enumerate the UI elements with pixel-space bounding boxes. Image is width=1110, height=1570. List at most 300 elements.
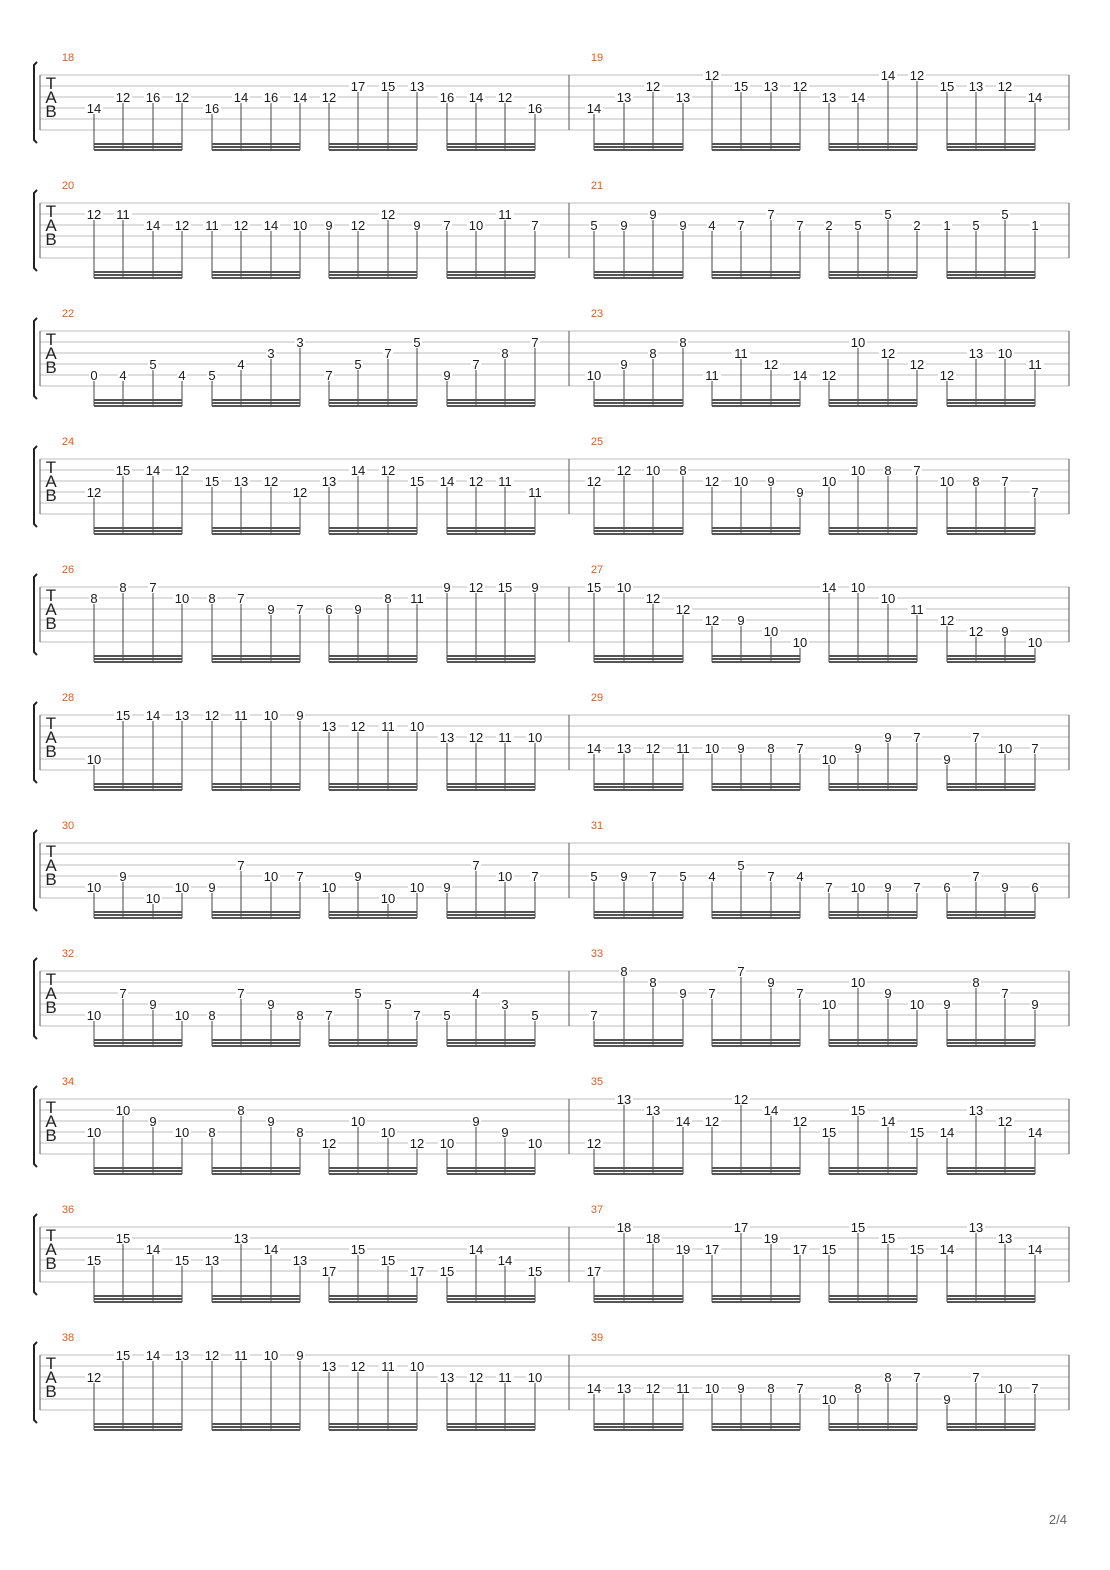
fret-number: 14 bbox=[145, 463, 161, 478]
fret-number: 9 bbox=[325, 218, 333, 233]
fret-number: 12 bbox=[468, 1370, 484, 1385]
fret-number: 12 bbox=[86, 1370, 102, 1385]
fret-number: 9 bbox=[620, 869, 628, 884]
fret-number: 7 bbox=[737, 964, 745, 979]
fret-number: 9 bbox=[1001, 880, 1009, 895]
fret-number: 5 bbox=[884, 207, 892, 222]
fret-number: 13 bbox=[233, 1231, 249, 1246]
fret-number: 12 bbox=[292, 485, 308, 500]
fret-number: 8 bbox=[972, 474, 980, 489]
fret-number: 13 bbox=[675, 90, 691, 105]
fret-number: 17 bbox=[586, 1264, 602, 1279]
fret-number: 9 bbox=[767, 474, 775, 489]
tab-clef-letter: T bbox=[45, 74, 57, 93]
fret-number: 13 bbox=[439, 1370, 455, 1385]
fret-number: 8 bbox=[296, 1125, 304, 1140]
fret-number: 6 bbox=[1031, 880, 1039, 895]
tab-clef-letter: T bbox=[45, 202, 57, 221]
fret-number: 9 bbox=[884, 880, 892, 895]
fret-number: 16 bbox=[263, 90, 279, 105]
system-bracket bbox=[34, 702, 37, 783]
fret-number: 8 bbox=[119, 580, 127, 595]
fret-number: 10 bbox=[792, 635, 808, 650]
fret-number: 14 bbox=[439, 474, 455, 489]
fret-number: 14 bbox=[586, 1381, 602, 1396]
fret-number: 1 bbox=[943, 218, 951, 233]
fret-number: 12 bbox=[174, 90, 190, 105]
fret-number: 14 bbox=[86, 101, 102, 116]
fret-number: 12 bbox=[645, 741, 661, 756]
fret-number: 10 bbox=[380, 891, 396, 906]
tab-clef-letter: B bbox=[45, 486, 57, 505]
fret-number: 8 bbox=[90, 591, 98, 606]
fret-number: 5 bbox=[354, 986, 362, 1001]
fret-number: 10 bbox=[821, 752, 837, 767]
fret-number: 15 bbox=[733, 79, 749, 94]
system-bracket bbox=[34, 446, 37, 527]
tab-clef-letter: B bbox=[45, 1254, 57, 1273]
fret-number: 10 bbox=[263, 1348, 279, 1363]
fret-number: 13 bbox=[968, 1220, 984, 1235]
fret-number: 12 bbox=[792, 1114, 808, 1129]
fret-number: 10 bbox=[850, 580, 866, 595]
fret-number: 9 bbox=[354, 602, 362, 617]
fret-number: 10 bbox=[380, 1125, 396, 1140]
fret-number: 8 bbox=[620, 964, 628, 979]
fret-number: 10 bbox=[586, 368, 602, 383]
fret-number: 3 bbox=[296, 335, 304, 350]
measure-number: 25 bbox=[590, 436, 604, 448]
fret-number: 14 bbox=[233, 90, 249, 105]
fret-number: 8 bbox=[208, 591, 216, 606]
fret-number: 7 bbox=[972, 869, 980, 884]
fret-number: 4 bbox=[796, 869, 804, 884]
measure-number: 23 bbox=[590, 308, 604, 320]
fret-number: 18 bbox=[645, 1231, 661, 1246]
fret-number: 10 bbox=[997, 346, 1013, 361]
fret-number: 15 bbox=[909, 1125, 925, 1140]
fret-number: 9 bbox=[884, 730, 892, 745]
fret-number: 9 bbox=[767, 975, 775, 990]
fret-number: 9 bbox=[854, 741, 862, 756]
fret-number: 5 bbox=[208, 368, 216, 383]
tab-clef-letter: A bbox=[45, 728, 57, 747]
fret-number: 10 bbox=[850, 463, 866, 478]
fret-number: 11 bbox=[910, 602, 924, 617]
fret-number: 7 bbox=[472, 858, 480, 873]
fret-number: 9 bbox=[943, 997, 951, 1012]
fret-number: 13 bbox=[645, 1103, 661, 1118]
fret-number: 9 bbox=[737, 613, 745, 628]
tab-clef-letter: A bbox=[45, 216, 57, 235]
measure-number: 30 bbox=[61, 820, 75, 832]
fret-number: 9 bbox=[149, 1114, 157, 1129]
tab-clef-letter: B bbox=[45, 870, 57, 889]
fret-number: 8 bbox=[679, 463, 687, 478]
fret-number: 15 bbox=[909, 1242, 925, 1257]
fret-number: 13 bbox=[616, 1381, 632, 1396]
fret-number: 14 bbox=[763, 1103, 779, 1118]
fret-number: 14 bbox=[792, 368, 808, 383]
fret-number: 5 bbox=[590, 218, 598, 233]
tab-clef-letter: A bbox=[45, 1240, 57, 1259]
fret-number: 13 bbox=[409, 79, 425, 94]
fret-number: 10 bbox=[497, 869, 513, 884]
tab-clef-letter: B bbox=[45, 614, 57, 633]
fret-number: 7 bbox=[1001, 986, 1009, 1001]
fret-number: 15 bbox=[527, 1264, 543, 1279]
fret-number: 5 bbox=[1001, 207, 1009, 222]
fret-number: 12 bbox=[350, 218, 366, 233]
fret-number: 13 bbox=[292, 1253, 308, 1268]
fret-number: 11 bbox=[734, 346, 748, 361]
tab-clef-letter: A bbox=[45, 1112, 57, 1131]
fret-number: 11 bbox=[705, 368, 719, 383]
fret-number: 2 bbox=[913, 218, 921, 233]
fret-number: 13 bbox=[616, 1092, 632, 1107]
fret-number: 7 bbox=[590, 1008, 598, 1023]
fret-number: 10 bbox=[174, 591, 190, 606]
tab-clef-letter: T bbox=[45, 330, 57, 349]
fret-number: 15 bbox=[174, 1253, 190, 1268]
fret-number: 9 bbox=[531, 580, 539, 595]
fret-number: 9 bbox=[443, 880, 451, 895]
fret-number: 7 bbox=[913, 463, 921, 478]
fret-number: 9 bbox=[267, 602, 275, 617]
fret-number: 7 bbox=[119, 986, 127, 1001]
tab-clef-letter: A bbox=[45, 984, 57, 1003]
fret-number: 15 bbox=[880, 1231, 896, 1246]
fret-number: 10 bbox=[880, 591, 896, 606]
fret-number: 11 bbox=[234, 1348, 248, 1363]
fret-number: 10 bbox=[763, 624, 779, 639]
fret-number: 14 bbox=[145, 1348, 161, 1363]
fret-number: 7 bbox=[531, 335, 539, 350]
fret-number: 7 bbox=[443, 218, 451, 233]
measure-number: 34 bbox=[61, 1076, 75, 1088]
fret-number: 13 bbox=[233, 474, 249, 489]
fret-number: 15 bbox=[115, 708, 131, 723]
fret-number: 14 bbox=[939, 1125, 955, 1140]
fret-number: 12 bbox=[350, 719, 366, 734]
fret-number: 4 bbox=[237, 357, 245, 372]
fret-number: 12 bbox=[704, 474, 720, 489]
fret-number: 12 bbox=[86, 485, 102, 500]
fret-number: 11 bbox=[528, 485, 542, 500]
fret-number: 5 bbox=[354, 357, 362, 372]
measure-number: 20 bbox=[61, 180, 75, 192]
fret-number: 13 bbox=[174, 1348, 190, 1363]
fret-number: 15 bbox=[115, 463, 131, 478]
fret-number: 14 bbox=[939, 1242, 955, 1257]
system-bracket bbox=[34, 62, 37, 143]
fret-number: 8 bbox=[767, 741, 775, 756]
fret-number: 10 bbox=[704, 1381, 720, 1396]
fret-number: 14 bbox=[468, 90, 484, 105]
tab-clef-letter: A bbox=[45, 344, 57, 363]
fret-number: 14 bbox=[145, 708, 161, 723]
fret-number: 13 bbox=[321, 719, 337, 734]
measure-number: 19 bbox=[590, 52, 604, 64]
fret-number: 12 bbox=[380, 207, 396, 222]
fret-number: 7 bbox=[1031, 485, 1039, 500]
fret-number: 11 bbox=[116, 207, 130, 222]
fret-number: 7 bbox=[1031, 1381, 1039, 1396]
fret-number: 7 bbox=[767, 869, 775, 884]
fret-number: 7 bbox=[796, 986, 804, 1001]
measure-number: 39 bbox=[590, 1332, 604, 1344]
fret-number: 7 bbox=[296, 869, 304, 884]
fret-number: 12 bbox=[675, 602, 691, 617]
fret-number: 10 bbox=[997, 1381, 1013, 1396]
fret-number: 8 bbox=[649, 975, 657, 990]
fret-number: 7 bbox=[237, 858, 245, 873]
fret-number: 12 bbox=[409, 1136, 425, 1151]
fret-number: 8 bbox=[384, 591, 392, 606]
fret-number: 15 bbox=[939, 79, 955, 94]
fret-number: 13 bbox=[204, 1253, 220, 1268]
fret-number: 15 bbox=[115, 1348, 131, 1363]
fret-number: 8 bbox=[237, 1103, 245, 1118]
fret-number: 7 bbox=[149, 580, 157, 595]
fret-number: 10 bbox=[821, 997, 837, 1012]
fret-number: 15 bbox=[586, 580, 602, 595]
tab-clef-letter: T bbox=[45, 586, 57, 605]
fret-number: 9 bbox=[679, 218, 687, 233]
fret-number: 13 bbox=[968, 79, 984, 94]
fret-number: 16 bbox=[204, 101, 220, 116]
fret-number: 12 bbox=[468, 730, 484, 745]
fret-number: 12 bbox=[939, 368, 955, 383]
fret-number: 12 bbox=[968, 624, 984, 639]
fret-number: 9 bbox=[943, 752, 951, 767]
fret-number: 7 bbox=[413, 1008, 421, 1023]
measure-number: 35 bbox=[590, 1076, 604, 1088]
measure-number: 21 bbox=[590, 180, 604, 192]
fret-number: 11 bbox=[381, 1359, 395, 1374]
fret-number: 5 bbox=[443, 1008, 451, 1023]
fret-number: 11 bbox=[234, 708, 248, 723]
fret-number: 12 bbox=[468, 580, 484, 595]
fret-number: 7 bbox=[708, 986, 716, 1001]
fret-number: 14 bbox=[292, 90, 308, 105]
fret-number: 12 bbox=[704, 68, 720, 83]
fret-number: 10 bbox=[939, 474, 955, 489]
fret-number: 4 bbox=[472, 986, 480, 1001]
measure-number: 33 bbox=[590, 948, 604, 960]
fret-number: 12 bbox=[86, 207, 102, 222]
fret-number: 12 bbox=[321, 1136, 337, 1151]
fret-number: 3 bbox=[501, 997, 509, 1012]
fret-number: 10 bbox=[909, 997, 925, 1012]
tab-clef-letter: A bbox=[45, 472, 57, 491]
fret-number: 6 bbox=[943, 880, 951, 895]
fret-number: 10 bbox=[263, 708, 279, 723]
fret-number: 5 bbox=[737, 858, 745, 873]
fret-number: 14 bbox=[263, 1242, 279, 1257]
fret-number: 14 bbox=[145, 218, 161, 233]
fret-number: 5 bbox=[972, 218, 980, 233]
fret-number: 17 bbox=[733, 1220, 749, 1235]
fret-number: 10 bbox=[1027, 635, 1043, 650]
fret-number: 15 bbox=[821, 1125, 837, 1140]
fret-number: 9 bbox=[443, 580, 451, 595]
fret-number: 11 bbox=[381, 719, 395, 734]
fret-number: 9 bbox=[119, 869, 127, 884]
fret-number: 10 bbox=[850, 975, 866, 990]
fret-number: 9 bbox=[620, 218, 628, 233]
fret-number: 14 bbox=[850, 90, 866, 105]
fret-number: 5 bbox=[590, 869, 598, 884]
measure-number: 31 bbox=[590, 820, 604, 832]
fret-number: 9 bbox=[884, 986, 892, 1001]
fret-number: 5 bbox=[149, 357, 157, 372]
fret-number: 14 bbox=[350, 463, 366, 478]
fret-number: 7 bbox=[649, 869, 657, 884]
fret-number: 8 bbox=[884, 1370, 892, 1385]
fret-number: 9 bbox=[737, 741, 745, 756]
fret-number: 15 bbox=[86, 1253, 102, 1268]
fret-number: 11 bbox=[498, 730, 512, 745]
fret-number: 12 bbox=[997, 1114, 1013, 1129]
fret-number: 4 bbox=[708, 869, 716, 884]
tab-clef-letter: T bbox=[45, 458, 57, 477]
fret-number: 7 bbox=[325, 368, 333, 383]
fret-number: 12 bbox=[763, 357, 779, 372]
fret-number: 6 bbox=[325, 602, 333, 617]
fret-number: 13 bbox=[321, 474, 337, 489]
fret-number: 16 bbox=[145, 90, 161, 105]
fret-number: 12 bbox=[263, 474, 279, 489]
tab-clef-letter: T bbox=[45, 842, 57, 861]
fret-number: 11 bbox=[676, 1381, 690, 1396]
fret-number: 10 bbox=[321, 880, 337, 895]
fret-number: 10 bbox=[850, 880, 866, 895]
measure-number: 32 bbox=[61, 948, 75, 960]
fret-number: 9 bbox=[1031, 997, 1039, 1012]
fret-number: 15 bbox=[821, 1242, 837, 1257]
fret-number: 13 bbox=[968, 346, 984, 361]
system-bracket bbox=[34, 318, 37, 399]
fret-number: 9 bbox=[208, 880, 216, 895]
fret-number: 12 bbox=[939, 613, 955, 628]
fret-number: 17 bbox=[792, 1242, 808, 1257]
tab-clef-letter: B bbox=[45, 1126, 57, 1145]
fret-number: 12 bbox=[909, 357, 925, 372]
fret-number: 0 bbox=[90, 368, 98, 383]
fret-number: 7 bbox=[913, 730, 921, 745]
tab-clef-letter: B bbox=[45, 742, 57, 761]
fret-number: 7 bbox=[325, 1008, 333, 1023]
fret-number: 12 bbox=[704, 613, 720, 628]
tab-clef-letter: T bbox=[45, 1354, 57, 1373]
fret-number: 11 bbox=[1028, 357, 1042, 372]
fret-number: 7 bbox=[296, 602, 304, 617]
fret-number: 12 bbox=[204, 1348, 220, 1363]
fret-number: 12 bbox=[645, 1381, 661, 1396]
fret-number: 15 bbox=[439, 1264, 455, 1279]
system-bracket bbox=[34, 190, 37, 271]
fret-number: 10 bbox=[409, 1359, 425, 1374]
tab-clef-letter: B bbox=[45, 230, 57, 249]
fret-number: 12 bbox=[204, 708, 220, 723]
fret-number: 9 bbox=[267, 1114, 275, 1129]
fret-number: 18 bbox=[616, 1220, 632, 1235]
fret-number: 12 bbox=[350, 1359, 366, 1374]
measure-number: 36 bbox=[61, 1204, 75, 1216]
fret-number: 7 bbox=[1001, 474, 1009, 489]
fret-number: 10 bbox=[409, 719, 425, 734]
fret-number: 17 bbox=[321, 1264, 337, 1279]
fret-number: 10 bbox=[145, 891, 161, 906]
fret-number: 15 bbox=[204, 474, 220, 489]
fret-number: 12 bbox=[233, 218, 249, 233]
fret-number: 10 bbox=[527, 1370, 543, 1385]
fret-number: 14 bbox=[263, 218, 279, 233]
fret-number: 10 bbox=[704, 741, 720, 756]
fret-number: 12 bbox=[380, 463, 396, 478]
fret-number: 11 bbox=[498, 207, 512, 222]
fret-number: 10 bbox=[616, 580, 632, 595]
tab-clef-letter: B bbox=[45, 998, 57, 1017]
fret-number: 12 bbox=[733, 1092, 749, 1107]
fret-number: 14 bbox=[468, 1242, 484, 1257]
fret-number: 14 bbox=[675, 1114, 691, 1129]
fret-number: 12 bbox=[909, 68, 925, 83]
fret-number: 8 bbox=[972, 975, 980, 990]
fret-number: 12 bbox=[468, 474, 484, 489]
fret-number: 12 bbox=[645, 79, 661, 94]
fret-number: 14 bbox=[497, 1253, 513, 1268]
fret-number: 10 bbox=[850, 335, 866, 350]
fret-number: 7 bbox=[825, 880, 833, 895]
tab-clef-letter: T bbox=[45, 970, 57, 989]
fret-number: 9 bbox=[443, 368, 451, 383]
fret-number: 10 bbox=[821, 474, 837, 489]
fret-number: 8 bbox=[296, 1008, 304, 1023]
page-number: 2/4 bbox=[1048, 1512, 1067, 1527]
fret-number: 17 bbox=[704, 1242, 720, 1257]
fret-number: 15 bbox=[380, 1253, 396, 1268]
fret-number: 12 bbox=[586, 474, 602, 489]
fret-number: 10 bbox=[439, 1136, 455, 1151]
fret-number: 10 bbox=[174, 880, 190, 895]
fret-number: 14 bbox=[880, 68, 896, 83]
fret-number: 13 bbox=[763, 79, 779, 94]
fret-number: 17 bbox=[409, 1264, 425, 1279]
fret-number: 12 bbox=[115, 90, 131, 105]
tab-clef-letter: A bbox=[45, 1368, 57, 1387]
fret-number: 16 bbox=[527, 101, 543, 116]
system-bracket bbox=[34, 830, 37, 911]
fret-number: 15 bbox=[850, 1220, 866, 1235]
fret-number: 8 bbox=[679, 335, 687, 350]
fret-number: 7 bbox=[237, 591, 245, 606]
fret-number: 9 bbox=[149, 997, 157, 1012]
fret-number: 10 bbox=[733, 474, 749, 489]
fret-number: 7 bbox=[472, 357, 480, 372]
fret-number: 12 bbox=[174, 463, 190, 478]
fret-number: 8 bbox=[884, 463, 892, 478]
fret-number: 7 bbox=[796, 1381, 804, 1396]
measure-number: 37 bbox=[590, 1204, 604, 1216]
fret-number: 13 bbox=[439, 730, 455, 745]
fret-number: 10 bbox=[86, 880, 102, 895]
fret-number: 7 bbox=[737, 218, 745, 233]
fret-number: 10 bbox=[86, 752, 102, 767]
fret-number: 7 bbox=[913, 1370, 921, 1385]
fret-number: 12 bbox=[616, 463, 632, 478]
